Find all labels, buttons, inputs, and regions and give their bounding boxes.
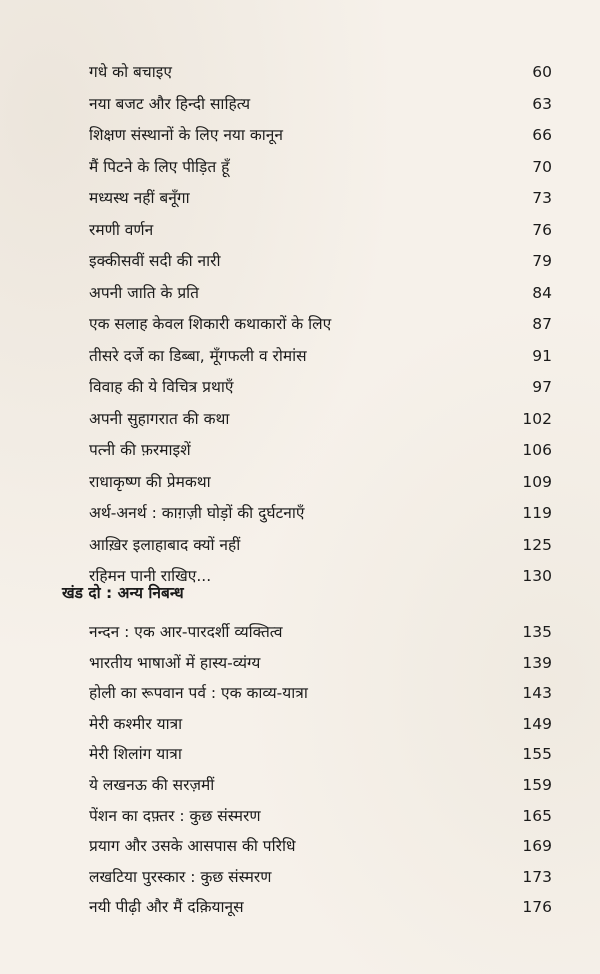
toc-entry: [0, 375, 600, 407]
toc-entry-page: 87: [532, 315, 552, 333]
toc-entry: [0, 895, 600, 926]
toc-entry-page: 165: [522, 806, 552, 825]
toc-entry-title: प्रयाग और उसके आसपास की परिधि: [89, 837, 296, 856]
toc-entry: [0, 773, 600, 804]
toc-entry-page: 79: [532, 252, 552, 270]
toc-entry: [0, 712, 600, 743]
toc-entry: [0, 92, 600, 124]
toc-entry-title: अर्थ-अनर्थ : काग़ज़ी घोड़ों की दुर्घटनाएँ: [89, 504, 305, 522]
toc-entry-title: रहिमन पानी राखिए...: [89, 567, 212, 585]
toc-entry: [0, 834, 600, 865]
toc-entry: [0, 60, 600, 92]
toc-entry-page: 63: [532, 94, 552, 113]
toc-entry-title: आख़िर इलाहाबाद क्यों नहीं: [89, 535, 241, 554]
toc-entry-page: 149: [522, 714, 552, 733]
toc-entry-title: शिक्षण संस्थानों के लिए नया कानून: [89, 126, 283, 144]
toc-entry: [0, 249, 600, 281]
toc-entry: [0, 533, 600, 565]
toc-entry: [0, 155, 600, 187]
toc-entry-page: 169: [522, 837, 552, 856]
toc-entry: [0, 438, 600, 470]
toc-entry-title: नया बजट और हिन्दी साहित्य: [89, 94, 251, 113]
toc-entry-page: 70: [532, 157, 552, 176]
toc-entry: [0, 407, 600, 439]
toc-entry: [0, 123, 600, 155]
toc-entry-page: 106: [522, 441, 552, 459]
toc-entry-page: 91: [532, 346, 552, 365]
toc-entry-title: अपनी जाति के प्रति: [89, 283, 199, 302]
toc-entry: [0, 218, 600, 250]
toc-entry-title: अपनी सुहागरात की कथा: [89, 409, 230, 428]
toc-entry-page: 119: [522, 504, 552, 522]
toc-entry: [0, 344, 600, 376]
toc-entry-page: 155: [522, 745, 552, 764]
toc-entry-page: 173: [522, 867, 552, 886]
toc-entry: [0, 681, 600, 712]
toc-entry-page: 143: [522, 684, 552, 703]
toc-list-part-one: [0, 60, 600, 596]
toc-entry-title: ये लखनऊ की सरज़मीं: [89, 775, 215, 794]
toc-entry: [0, 742, 600, 773]
toc-entry-page: 159: [522, 775, 552, 794]
toc-entry-title: मैं पिटने के लिए पीड़ित हूँ: [89, 157, 230, 176]
toc-entry: [0, 186, 600, 218]
toc-entry-page: 76: [532, 220, 552, 239]
toc-entry-page: 176: [522, 898, 552, 917]
toc-list-part-two: [0, 620, 600, 926]
toc-entry-title: इक्कीसवीं सदी की नारी: [89, 252, 221, 270]
toc-entry-title: गधे को बचाइए: [89, 63, 172, 81]
toc-entry-title: मेरी कश्मीर यात्रा: [89, 714, 183, 733]
toc-entry-title: रमणी वर्णन: [89, 220, 154, 239]
toc-entry-page: 130: [522, 567, 552, 585]
toc-entry-title: पत्नी की फ़रमाइशें: [89, 441, 191, 459]
toc-entry: [0, 281, 600, 313]
toc-entry-title: नयी पीढ़ी और मैं दक़ियानूस: [89, 898, 244, 917]
toc-entry-title: विवाह की ये विचित्र प्रथाएँ: [89, 378, 234, 396]
toc-entry-title: लखटिया पुरस्कार : कुछ संस्मरण: [89, 867, 272, 886]
toc-entry-title: भारतीय भाषाओं में हास्य-व्यंग्य: [89, 653, 261, 672]
toc-entry-page: 84: [532, 283, 552, 302]
toc-entry: [0, 620, 600, 651]
toc-entry-page: 135: [522, 623, 552, 641]
toc-entry: [0, 312, 600, 344]
toc-entry-page: 66: [532, 126, 552, 144]
toc-entry-title: एक सलाह केवल शिकारी कथाकारों के लिए: [89, 315, 332, 333]
toc-entry: [0, 865, 600, 896]
toc-entry-page: 109: [522, 472, 552, 491]
toc-entry-title: मध्यस्थ नहीं बनूँगा: [89, 189, 190, 207]
toc-entry-page: 73: [532, 189, 552, 207]
toc-entry: [0, 651, 600, 682]
toc-entry: [0, 804, 600, 835]
toc-entry-page: 102: [522, 409, 552, 428]
toc-entry-title: होली का रूपवान पर्व : एक काव्य-यात्रा: [89, 684, 308, 703]
toc-entry-title: पेंशन का दफ़्तर : कुछ संस्मरण: [89, 806, 261, 825]
toc-entry-page: 97: [532, 378, 552, 396]
section-heading: खंड दो : अन्य निबन्ध: [62, 584, 184, 602]
toc-entry-page: 125: [522, 535, 552, 554]
toc-entry-title: राधाकृष्ण की प्रेमकथा: [89, 472, 211, 491]
toc-entry: [0, 470, 600, 502]
toc-entry-title: तीसरे दर्जे का डिब्बा, मूँगफली व रोमांस: [89, 346, 307, 365]
toc-entry-page: 60: [532, 63, 552, 81]
toc-entry-page: 139: [522, 653, 552, 672]
toc-entry-title: नन्दन : एक आर-पारदर्शी व्यक्तित्व: [89, 623, 283, 641]
toc-entry-title: मेरी शिलांग यात्रा: [89, 745, 182, 764]
toc-entry: [0, 501, 600, 533]
